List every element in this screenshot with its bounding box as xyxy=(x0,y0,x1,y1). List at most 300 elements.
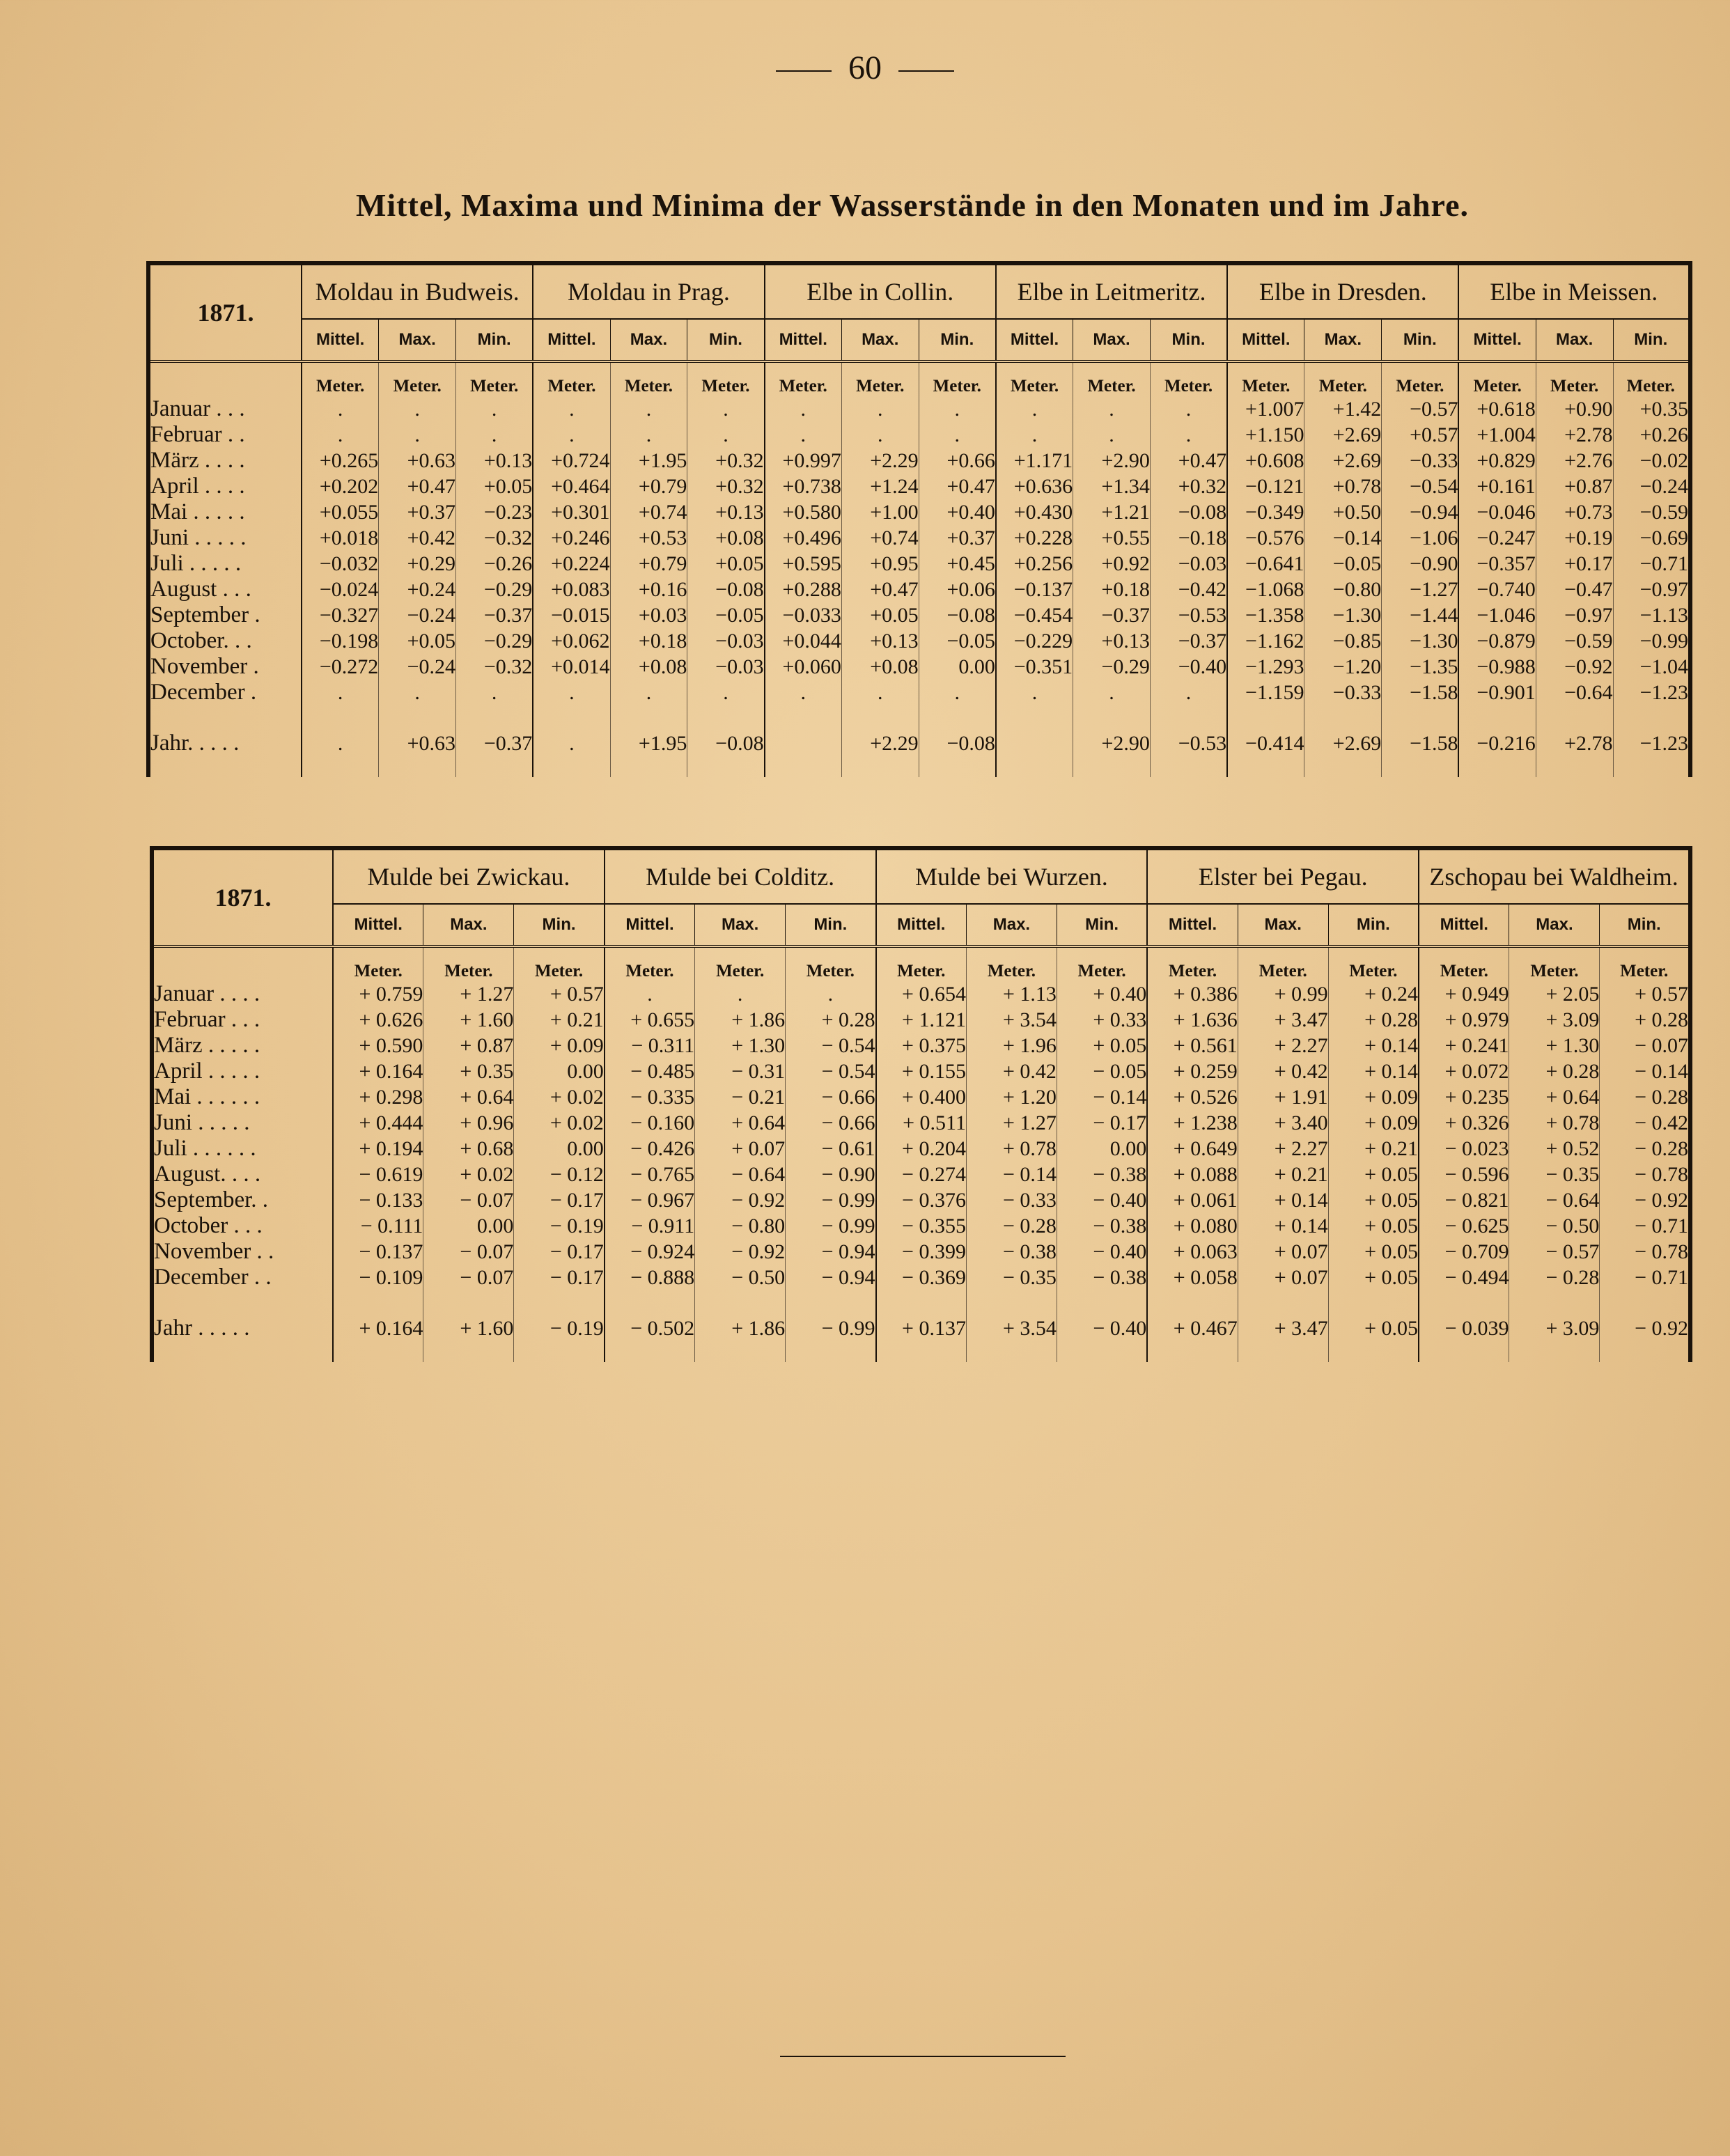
value-cell: +0.246 xyxy=(533,525,610,551)
value-cell: . xyxy=(841,680,919,705)
value-cell: − 0.07 xyxy=(1600,1033,1690,1059)
value-cell: + 0.64 xyxy=(1509,1084,1600,1110)
value-cell: + 0.590 xyxy=(333,1033,423,1059)
value-cell: +0.47 xyxy=(841,577,919,602)
value-cell: +1.95 xyxy=(610,731,687,756)
value-cell: . xyxy=(765,422,842,448)
value-cell: +1.34 xyxy=(1073,474,1151,499)
value-cell: +0.40 xyxy=(919,499,996,525)
value-cell: + 0.21 xyxy=(1238,1162,1328,1187)
table-row xyxy=(152,1059,1690,1084)
value-cell: −0.046 xyxy=(1458,499,1536,525)
value-cell: + 0.64 xyxy=(423,1084,514,1110)
value-cell: . xyxy=(687,422,765,448)
value-cell: − 0.311 xyxy=(605,1033,695,1059)
value-cell: + 0.24 xyxy=(1328,981,1419,1007)
tail-cell xyxy=(1057,1341,1147,1362)
value-cell: −1.068 xyxy=(1227,577,1304,602)
value-cell: −1.162 xyxy=(1227,628,1304,654)
unit-label: Meter. xyxy=(1458,361,1536,396)
value-cell: + 0.09 xyxy=(1328,1084,1419,1110)
value-cell: . xyxy=(1073,396,1151,422)
value-cell: − 0.039 xyxy=(1419,1315,1509,1341)
value-cell: +0.19 xyxy=(1536,525,1613,551)
unit-label: Meter. xyxy=(514,946,605,981)
value-cell: − 0.90 xyxy=(786,1162,876,1187)
row-label: Juli . . . . . . xyxy=(152,1136,333,1162)
value-cell: − 0.17 xyxy=(514,1265,605,1290)
value-cell: +0.26 xyxy=(1613,422,1690,448)
value-cell: −0.37 xyxy=(1150,628,1227,654)
value-cell: −0.24 xyxy=(379,602,456,628)
tail-cell xyxy=(1073,756,1151,777)
value-cell: +0.014 xyxy=(533,654,610,680)
year-header: 1871. xyxy=(152,848,333,946)
value-cell: − 0.54 xyxy=(786,1059,876,1084)
row-label: Juni . . . . . xyxy=(152,1110,333,1136)
unit-label: Meter. xyxy=(966,946,1057,981)
value-cell: +0.37 xyxy=(379,499,456,525)
spacer-cell xyxy=(1536,705,1613,731)
value-cell: + 0.05 xyxy=(1328,1315,1419,1341)
column-subheader: Min. xyxy=(1057,904,1147,946)
value-cell: + 0.259 xyxy=(1147,1059,1238,1084)
value-cell: . xyxy=(919,396,996,422)
value-cell: +0.90 xyxy=(1536,396,1613,422)
value-cell: −1.13 xyxy=(1613,602,1690,628)
table-row xyxy=(152,1162,1690,1187)
value-cell: −1.159 xyxy=(1227,680,1304,705)
row-label: Juli . . . . . xyxy=(148,551,302,577)
value-cell: . xyxy=(610,396,687,422)
unit-label: Meter. xyxy=(1238,946,1328,981)
value-cell: − 0.99 xyxy=(786,1315,876,1341)
value-cell: − 0.07 xyxy=(423,1239,514,1265)
value-cell: + 1.13 xyxy=(966,981,1057,1007)
table-row xyxy=(152,1110,1690,1136)
value-cell: − 0.78 xyxy=(1600,1239,1690,1265)
unit-label: Meter. xyxy=(533,361,610,396)
column-subheader: Min. xyxy=(1328,904,1419,946)
spacer-row xyxy=(148,705,1690,731)
value-cell: +0.13 xyxy=(456,448,533,474)
station-header: Mulde bei Wurzen. xyxy=(876,848,1148,904)
spacer-cell xyxy=(1600,1290,1690,1315)
value-cell: − 0.376 xyxy=(876,1187,967,1213)
water-level-table-2 xyxy=(150,846,1692,1362)
unit-label: Meter. xyxy=(610,361,687,396)
year-header: 1871. xyxy=(148,263,302,361)
value-cell: +0.044 xyxy=(765,628,842,654)
value-cell: − 0.137 xyxy=(333,1239,423,1265)
value-cell: + 0.375 xyxy=(876,1033,967,1059)
column-subheader: Max. xyxy=(1304,319,1382,361)
value-cell: −0.08 xyxy=(1150,499,1227,525)
value-cell: −0.37 xyxy=(456,731,533,756)
unit-label: Meter. xyxy=(605,946,695,981)
value-cell: +2.78 xyxy=(1536,422,1613,448)
row-label: August . . . xyxy=(148,577,302,602)
value-cell: . xyxy=(695,981,786,1007)
tail-cell xyxy=(841,756,919,777)
column-subheader: Min. xyxy=(786,904,876,946)
tail-cell xyxy=(1328,1341,1419,1362)
station-header: Elbe in Collin. xyxy=(765,263,996,319)
value-cell: . xyxy=(1150,422,1227,448)
value-cell: − 0.38 xyxy=(1057,1265,1147,1290)
data-table xyxy=(146,261,1692,777)
value-cell: − 0.50 xyxy=(1509,1213,1600,1239)
unit-label: Meter. xyxy=(1304,361,1382,396)
value-cell: + 0.05 xyxy=(1328,1265,1419,1290)
tail-cell xyxy=(1304,756,1382,777)
value-cell: −0.24 xyxy=(379,654,456,680)
value-cell: −1.35 xyxy=(1382,654,1459,680)
tail-cell xyxy=(786,1341,876,1362)
value-cell: +0.05 xyxy=(841,602,919,628)
value-cell: + 3.09 xyxy=(1509,1007,1600,1033)
value-cell: − 0.924 xyxy=(605,1239,695,1265)
spacer-cell xyxy=(841,705,919,731)
value-cell: − 0.35 xyxy=(966,1265,1057,1290)
value-cell: −0.05 xyxy=(1304,551,1382,577)
tail-cell xyxy=(456,756,533,777)
column-subheader: Mittel. xyxy=(605,904,695,946)
row-label: December . . xyxy=(152,1265,333,1290)
value-cell: − 0.619 xyxy=(333,1162,423,1187)
spacer-cell xyxy=(533,705,610,731)
value-cell: −0.033 xyxy=(765,602,842,628)
column-subheader: Min. xyxy=(456,319,533,361)
value-cell: +2.90 xyxy=(1073,448,1151,474)
column-subheader: Max. xyxy=(1509,904,1600,946)
value-cell: −0.97 xyxy=(1536,602,1613,628)
value-cell: + 1.27 xyxy=(423,981,514,1007)
value-cell: + 0.14 xyxy=(1328,1033,1419,1059)
value-cell: . xyxy=(302,680,379,705)
value-cell: −0.272 xyxy=(302,654,379,680)
value-cell: +0.47 xyxy=(379,474,456,499)
value-cell: + 0.78 xyxy=(1509,1110,1600,1136)
value-cell: +0.202 xyxy=(302,474,379,499)
value-cell: +0.05 xyxy=(456,474,533,499)
value-cell: −0.90 xyxy=(1382,551,1459,577)
value-cell: −0.37 xyxy=(1073,602,1151,628)
value-cell: + 1.96 xyxy=(966,1033,1057,1059)
column-subheader: Mittel. xyxy=(1419,904,1509,946)
value-cell: − 0.66 xyxy=(786,1110,876,1136)
value-cell: +0.018 xyxy=(302,525,379,551)
value-cell: + 0.386 xyxy=(1147,981,1238,1007)
row-label: März . . . . xyxy=(148,448,302,474)
value-cell: +0.05 xyxy=(379,628,456,654)
value-cell: − 0.765 xyxy=(605,1162,695,1187)
tail-cell xyxy=(765,756,842,777)
value-cell: . xyxy=(379,396,456,422)
value-cell: +0.37 xyxy=(919,525,996,551)
value-cell: −0.14 xyxy=(1304,525,1382,551)
unit-label: Meter. xyxy=(1057,946,1147,981)
tail-cell xyxy=(1458,756,1536,777)
value-cell: −0.94 xyxy=(1382,499,1459,525)
value-cell: −0.024 xyxy=(302,577,379,602)
table-row xyxy=(152,1213,1690,1239)
value-cell xyxy=(996,731,1073,756)
value-cell: . xyxy=(1073,422,1151,448)
value-cell: + 0.626 xyxy=(333,1007,423,1033)
spacer-row xyxy=(152,1290,1690,1315)
value-cell: . xyxy=(996,422,1073,448)
value-cell: +0.08 xyxy=(687,525,765,551)
value-cell: . xyxy=(302,396,379,422)
spacer-cell xyxy=(1147,1290,1238,1315)
value-cell: −0.08 xyxy=(687,731,765,756)
value-cell: − 0.14 xyxy=(1600,1059,1690,1084)
value-cell: −1.23 xyxy=(1613,731,1690,756)
value-cell: + 0.759 xyxy=(333,981,423,1007)
value-cell: +0.228 xyxy=(996,525,1073,551)
value-cell: . xyxy=(379,422,456,448)
value-cell: + 1.60 xyxy=(423,1007,514,1033)
column-subheader: Min. xyxy=(1613,319,1690,361)
value-cell: +0.265 xyxy=(302,448,379,474)
value-cell: + 0.979 xyxy=(1419,1007,1509,1033)
value-cell: + 2.27 xyxy=(1238,1136,1328,1162)
row-label: November . xyxy=(148,654,302,680)
value-cell: − 0.78 xyxy=(1600,1162,1690,1187)
value-cell: + 0.09 xyxy=(514,1033,605,1059)
value-cell: . xyxy=(765,396,842,422)
row-label: October. . . xyxy=(148,628,302,654)
tail-cell xyxy=(876,1341,967,1362)
tail-row xyxy=(152,1341,1690,1362)
tail-cell xyxy=(919,756,996,777)
value-cell: − 0.05 xyxy=(1057,1059,1147,1084)
value-cell: + 0.058 xyxy=(1147,1265,1238,1290)
unit-label: Meter. xyxy=(1536,361,1613,396)
table-row xyxy=(148,551,1690,577)
value-cell: + 0.05 xyxy=(1328,1239,1419,1265)
row-label: September. . xyxy=(152,1187,333,1213)
column-subheader: Mittel. xyxy=(765,319,842,361)
value-cell: + 0.05 xyxy=(1328,1162,1419,1187)
value-cell: − 0.71 xyxy=(1600,1265,1690,1290)
table-row xyxy=(148,422,1690,448)
value-cell: + 0.35 xyxy=(423,1059,514,1084)
value-cell: − 0.12 xyxy=(514,1162,605,1187)
value-cell: + 0.137 xyxy=(876,1315,967,1341)
value-cell: −0.03 xyxy=(687,628,765,654)
tail-cell xyxy=(1536,756,1613,777)
unit-label: Meter. xyxy=(1382,361,1459,396)
value-cell: + 0.467 xyxy=(1147,1315,1238,1341)
value-cell: − 0.28 xyxy=(1600,1084,1690,1110)
value-cell: + 0.444 xyxy=(333,1110,423,1136)
table-row xyxy=(148,654,1690,680)
value-cell: + 0.02 xyxy=(423,1162,514,1187)
value-cell: −1.30 xyxy=(1304,602,1382,628)
value-cell: + 0.654 xyxy=(876,981,967,1007)
value-cell: . xyxy=(1073,680,1151,705)
unit-label: Meter. xyxy=(765,361,842,396)
value-cell: + 0.78 xyxy=(966,1136,1057,1162)
value-cell: − 0.502 xyxy=(605,1315,695,1341)
value-cell: . xyxy=(786,981,876,1007)
value-cell: +0.29 xyxy=(379,551,456,577)
unit-label: Meter. xyxy=(1328,946,1419,981)
column-subheader: Mittel. xyxy=(876,904,967,946)
value-cell: − 0.19 xyxy=(514,1315,605,1341)
value-cell: −0.57 xyxy=(1382,396,1459,422)
spacer-cell xyxy=(1073,705,1151,731)
value-cell: −0.59 xyxy=(1613,499,1690,525)
value-cell: +0.66 xyxy=(919,448,996,474)
value-cell: −1.58 xyxy=(1382,731,1459,756)
value-cell: + 0.42 xyxy=(966,1059,1057,1084)
value-cell: + 0.649 xyxy=(1147,1136,1238,1162)
value-cell: + 0.05 xyxy=(1057,1033,1147,1059)
spacer-cell xyxy=(1613,705,1690,731)
value-cell: +2.69 xyxy=(1304,422,1382,448)
spacer-cell xyxy=(1227,705,1304,731)
spacer-cell xyxy=(996,705,1073,731)
value-cell: + 0.40 xyxy=(1057,981,1147,1007)
station-header: Elbe in Meissen. xyxy=(1458,263,1690,319)
value-cell: + 3.40 xyxy=(1238,1110,1328,1136)
value-cell: − 0.42 xyxy=(1600,1110,1690,1136)
spacer-cell xyxy=(379,705,456,731)
column-subheader: Mittel. xyxy=(533,319,610,361)
row-label: Mai . . . . . xyxy=(148,499,302,525)
unit-label: Meter. xyxy=(1600,946,1690,981)
value-cell: − 0.50 xyxy=(695,1265,786,1290)
value-cell: −0.08 xyxy=(919,731,996,756)
table-row xyxy=(148,474,1690,499)
value-cell: +0.496 xyxy=(765,525,842,551)
value-cell: −0.97 xyxy=(1613,577,1690,602)
value-cell: − 0.80 xyxy=(695,1213,786,1239)
value-cell: −0.23 xyxy=(456,499,533,525)
tail-cell xyxy=(1147,1341,1238,1362)
value-cell: −1.04 xyxy=(1613,654,1690,680)
value-cell: − 0.94 xyxy=(786,1239,876,1265)
spacer-cell xyxy=(1057,1290,1147,1315)
column-subheader: Max. xyxy=(966,904,1057,946)
value-cell: − 0.21 xyxy=(695,1084,786,1110)
spacer-cell xyxy=(302,705,379,731)
value-cell: −0.92 xyxy=(1536,654,1613,680)
unit-row xyxy=(148,361,1690,396)
value-cell: +0.595 xyxy=(765,551,842,577)
value-cell: + 0.07 xyxy=(1238,1239,1328,1265)
row-label: September . xyxy=(148,602,302,628)
table-row xyxy=(152,1187,1690,1213)
table-row xyxy=(152,1239,1690,1265)
page-number-dash-left xyxy=(776,70,832,72)
table-row xyxy=(152,981,1690,1007)
value-cell: +0.055 xyxy=(302,499,379,525)
column-subheader: Max. xyxy=(1238,904,1328,946)
value-cell: + 0.526 xyxy=(1147,1084,1238,1110)
value-cell: +0.79 xyxy=(610,551,687,577)
station-header: Mulde bei Zwickau. xyxy=(333,848,605,904)
value-cell: +0.060 xyxy=(765,654,842,680)
spacer-cell xyxy=(1382,705,1459,731)
value-cell: −0.85 xyxy=(1304,628,1382,654)
value-cell: + 0.072 xyxy=(1419,1059,1509,1084)
row-label-blank xyxy=(148,361,302,396)
value-cell: +0.738 xyxy=(765,474,842,499)
value-cell: . xyxy=(919,680,996,705)
tail-cell xyxy=(148,756,302,777)
value-cell: − 0.07 xyxy=(423,1265,514,1290)
unit-label: Meter. xyxy=(786,946,876,981)
value-cell: + 0.204 xyxy=(876,1136,967,1162)
unit-label: Meter. xyxy=(1509,946,1600,981)
value-cell: − 0.485 xyxy=(605,1059,695,1084)
table-row xyxy=(148,577,1690,602)
value-cell: +0.63 xyxy=(379,448,456,474)
value-cell: . xyxy=(302,731,379,756)
value-cell: +0.42 xyxy=(379,525,456,551)
value-cell: +1.007 xyxy=(1227,396,1304,422)
table-row xyxy=(148,396,1690,422)
page-title: Mittel, Maxima und Minima der Wasserstände in den Monaten und im Jahre. xyxy=(355,187,1470,223)
value-cell: + 0.57 xyxy=(1600,981,1690,1007)
value-cell: − 0.369 xyxy=(876,1265,967,1290)
year-total-row xyxy=(152,1315,1690,1341)
unit-label: Meter. xyxy=(423,946,514,981)
unit-label: Meter. xyxy=(876,946,967,981)
value-cell: . xyxy=(1150,396,1227,422)
value-cell: + 1.30 xyxy=(695,1033,786,1059)
value-cell: +0.24 xyxy=(379,577,456,602)
spacer-cell xyxy=(765,705,842,731)
value-cell: − 0.54 xyxy=(786,1033,876,1059)
spacer-cell xyxy=(1328,1290,1419,1315)
tail-cell xyxy=(695,1341,786,1362)
value-cell: − 0.274 xyxy=(876,1162,967,1187)
column-subheader: Max. xyxy=(841,319,919,361)
value-cell: + 0.07 xyxy=(695,1136,786,1162)
value-cell: −1.58 xyxy=(1382,680,1459,705)
value-cell: . xyxy=(687,680,765,705)
value-cell: −0.349 xyxy=(1227,499,1304,525)
spacer-cell xyxy=(456,705,533,731)
value-cell: +0.18 xyxy=(610,628,687,654)
value-cell: + 0.99 xyxy=(1238,981,1328,1007)
spacer-cell xyxy=(1509,1290,1600,1315)
value-cell: − 0.57 xyxy=(1509,1239,1600,1265)
value-cell: + 0.42 xyxy=(1238,1059,1328,1084)
value-cell: +0.47 xyxy=(1150,448,1227,474)
value-cell: +0.608 xyxy=(1227,448,1304,474)
value-cell: +0.618 xyxy=(1458,396,1536,422)
value-cell: −0.69 xyxy=(1613,525,1690,551)
unit-label: Meter. xyxy=(456,361,533,396)
value-cell: −0.229 xyxy=(996,628,1073,654)
value-cell: + 0.561 xyxy=(1147,1033,1238,1059)
value-cell: − 0.33 xyxy=(966,1187,1057,1213)
value-cell: −0.351 xyxy=(996,654,1073,680)
row-label: November . . xyxy=(152,1239,333,1265)
value-cell: − 0.40 xyxy=(1057,1315,1147,1341)
value-cell: + 3.09 xyxy=(1509,1315,1600,1341)
value-cell: + 0.28 xyxy=(1328,1007,1419,1033)
value-cell: + 3.47 xyxy=(1238,1315,1328,1341)
value-cell: − 0.92 xyxy=(1600,1315,1690,1341)
value-cell: . xyxy=(610,422,687,448)
